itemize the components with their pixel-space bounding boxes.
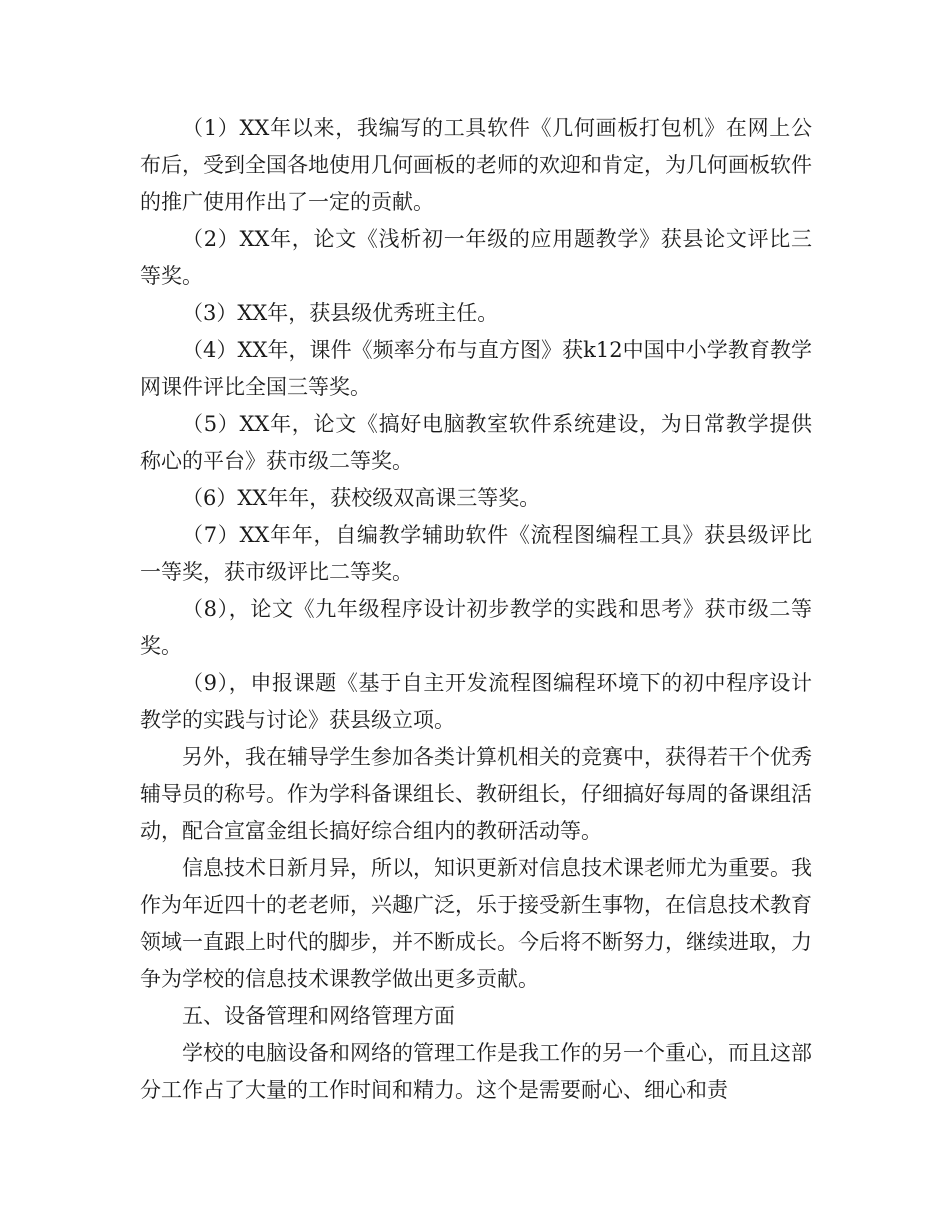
paragraph-award-2: （2）XX年，论文《浅析初一年级的应用题教学》获县论文评比三等奖。	[140, 227, 812, 288]
paragraph-award-9: （9），申报课题《基于自主开发流程图编程环境下的初中程序设计教学的实践与讨论》获县级立项。	[140, 671, 812, 732]
paragraph-award-7: （7）XX年年，自编教学辅助软件《流程图编程工具》获县级评比一等奖，获市级评比二等奖。	[140, 523, 812, 584]
paragraph-award-8: （8），论文《九年级程序设计初步教学的实践和思考》获市级二等奖。	[140, 597, 812, 658]
paragraph-award-3: （3）XX年，获县级优秀班主任。	[182, 301, 499, 325]
paragraph-award-6: （6）XX年年，获校级双高课三等奖。	[182, 486, 541, 510]
paragraph-self-improvement: 信息技术日新月异，所以，知识更新对信息技术课老师尤为重要。我作为年近四十的老老师，兴趣广泛，乐于接受新生事物，在信息技术教育领域一直跟上时代的脚步，并不断成长。今后将不断努力，继续进取，力争为学校的信息技术课教学做出更多贡献。	[140, 856, 812, 991]
paragraph-award-1: （1）XX年以来，我编写的工具软件《几何画板打包机》在网上公布后，受到全国各地使用几何画板的老师的欢迎和肯定，为几何画板软件的推广使用作出了一定的贡献。	[140, 116, 812, 214]
paragraph-award-4: （4）XX年，课件《频率分布与直方图》获k12中国中小学教育教学网课件评比全国三等奖。	[140, 338, 812, 399]
paragraph-equipment-management: 学校的电脑设备和网络的管理工作是我工作的另一个重心，而且这部分工作占了大量的工作时间和精力。这个是需要耐心、细心和责	[140, 1041, 812, 1102]
section-heading-equipment: 五、设备管理和网络管理方面	[182, 1004, 455, 1028]
document-body	[140, 110, 812, 1109]
paragraph-award-5: （5）XX年，论文《搞好电脑教室软件系统建设，为日常教学提供称心的平台》获市级二等奖。	[140, 412, 812, 473]
paragraph-tutoring: 另外，我在辅导学生参加各类计算机相关的竞赛中，获得若干个优秀辅导员的称号。作为学科备课组长、教研组长，仔细搞好每周的备课组活动，配合宣富金组长搞好综合组内的教研活动等。	[140, 745, 812, 843]
